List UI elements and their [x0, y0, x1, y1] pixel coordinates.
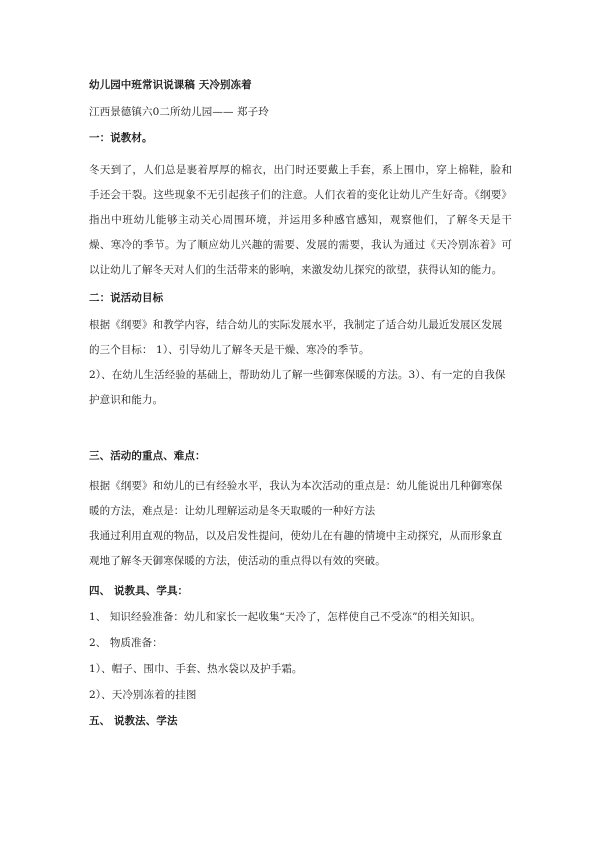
author-line: 江西景德镇六0二所幼儿园—— 郑子玲: [89, 106, 269, 118]
teaching-aids-item: 2）、天冷别冻着的挂图: [89, 689, 197, 701]
section-heading-teaching-methods: 五、 说教法、学法: [89, 715, 178, 727]
section-body-activity-goals-1: 根据《纲要》和教学内容，结合幼儿的实际发展水平，我制定了适合幼儿最近发展区发展的三个目标： 1）、引导幼儿了解冬天是干燥、寒冷的季节。: [89, 319, 503, 356]
document-title: 幼儿园中班常识说课稿 天冷别冻着: [89, 79, 252, 91]
section-heading-key-points: 三、活动的重点、难点：: [89, 450, 206, 462]
teaching-aids-item: 1、 知识经验准备：幼儿和家长一起收集“天冷了，怎样使自己不受冻”的相关知识。: [89, 611, 482, 623]
teaching-aids-item: 2、 物质准备：: [89, 637, 163, 649]
section-body-teaching-material: 冬天到了，人们总是裹着厚厚的棉衣，出门时还要戴上手套，系上围巾，穿上棉鞋，脸和手还会干裂。这些现象不无引起孩子们的注意。人们衣着的变化让幼儿产生好奇。《纲要》指出中班幼儿能够主动关心周围环境，并运用多种感官感知，观察他们，了解冬天是干燥、寒冷的季节。为了顺应幼儿兴趣的需要、发展的需要，我认为通过《天冷别冻着》可以让幼儿了解冬天对人们的生活带来的影响，来激发幼儿探究的欲望，获得认知的能力。: [89, 164, 512, 276]
section-body-activity-goals-2: 2）、在幼儿生活经验的基础上，帮助幼儿了解一些御寒保暖的方法。3）、有一定的自我保护意识和能力。: [89, 369, 506, 406]
section-heading-activity-goals: 二：说活动目标: [89, 292, 164, 304]
section-body-key-points-1: 根据《纲要》和幼儿的已有经验水平，我认为本次活动的重点是：幼儿能说出几种御寒保暖的方法，难点是：让幼儿理解运动是冬天取暖的一种好方法: [89, 480, 503, 517]
section-heading-teaching-material: 一：说教材。: [89, 132, 153, 144]
section-body-key-points-2: 我通过利用直观的物品，以及启发性提问，使幼儿在有趣的情境中主动探究，从而形象直观地了解冬天御寒保暖的方法，使活动的重点得以有效的突破。: [89, 530, 503, 567]
teaching-aids-item: 1）、帽子、围巾、手套、热水袋以及护手霜。: [89, 663, 303, 675]
section-heading-teaching-aids: 四、 说教具、学具：: [89, 585, 189, 597]
